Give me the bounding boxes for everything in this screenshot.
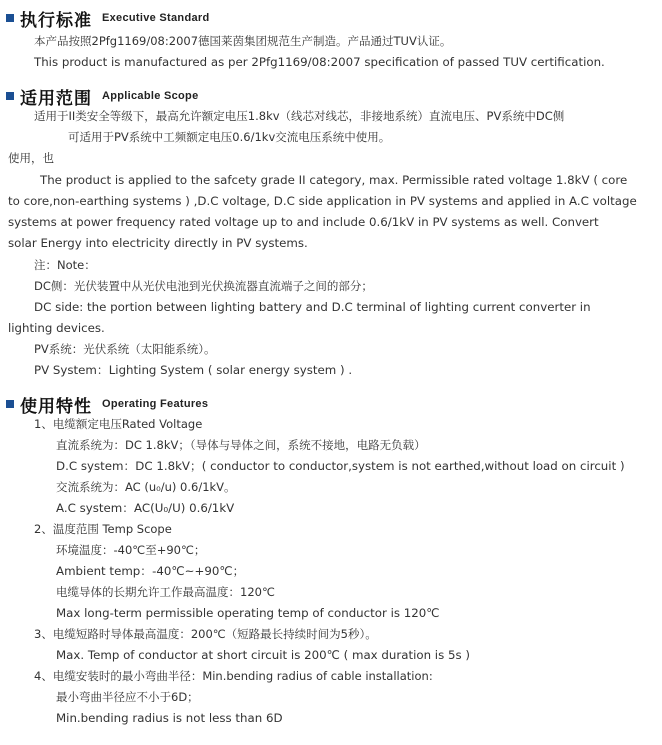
feature-line: 环境温度：-40℃至+90℃； (56, 543, 206, 557)
feature-item-heading: 1、电缆额定电压Rated Voltage (34, 417, 203, 431)
feature-item-heading: 4、电缆安装时的最小弯曲半径：Min.bending radius of cable installation: (34, 669, 433, 683)
feature-line: Min.bending radius is not less than 6D (56, 711, 283, 725)
section-heading-executive-standard (6, 6, 210, 30)
standard-line-zh: 本产品按照2Pfg1169/08:2007德国莱茵集团规范生产制造。产品通过TUV认证。 (34, 34, 452, 48)
note-line-en: DC side: the portion between lighting battery and D.C terminal of lighting current converter in (34, 300, 591, 314)
feature-line: Max. Temp of conductor at short circuit is 200℃ ( max duration is 5s ) (56, 648, 470, 662)
section-bullet-icon (6, 14, 14, 22)
note-label: 注：Note： (34, 258, 96, 272)
feature-line: A.C system：AC(U₀/U) 0.6/1kV (56, 501, 235, 515)
section-title-zh: 执行标准 (20, 10, 92, 31)
feature-line: 直流系统为：DC 1.8kV；（导体与导体之间，系统不接地，电路无负载） (56, 438, 426, 452)
feature-line: 交流系统为：AC (u₀/u) 0.6/1kV。 (56, 480, 236, 494)
section-heading-operating-features (6, 392, 208, 416)
section-title-en: Operating Features (102, 398, 209, 410)
section-bullet-icon (6, 92, 14, 100)
feature-line: Max long-term permissible operating temp of conductor is 120℃ (56, 606, 440, 620)
scope-line-en: systems at power frequency rated voltage up to and include 0.6/1kV in PV systems as well. Convert (8, 215, 599, 229)
section-bullet-icon (6, 400, 14, 408)
scope-line-en: The product is applied to the safcety grade II category, max. Permissible rated voltage 1.8kV ( core (40, 173, 628, 187)
section-title-en: Applicable Scope (102, 90, 199, 102)
note-line-en: lighting devices. (8, 321, 105, 335)
feature-line: 最小弯曲半径应不小于6D； (56, 690, 199, 704)
feature-line: D.C system：DC 1.8kV；( conductor to conductor,system is not earthed,without load on circuit ) (56, 459, 625, 473)
standard-line-en: This product is manufactured as per 2Pfg1169/08:2007 specification of passed TUV certification. (34, 55, 605, 69)
scope-line: 适用于II类安全等级下，最高允许额定电压1.8kv（线芯对线芯，非接地系统）直流电压、PV系统中DC侧 (34, 109, 565, 123)
feature-item-heading: 3、电缆短路时导体最高温度：200℃（短路最长持续时间为5秒）。 (34, 627, 377, 641)
section-title-zh: 适用范围 (20, 88, 92, 109)
feature-line: Ambient temp：-40℃~+90℃； (56, 564, 245, 578)
note-line-zh: DC侧：光伏装置中从光伏电池到光伏换流器直流端子之间的部分； (34, 279, 373, 293)
scope-line-en: to core,non-earthing systems ) ,D.C voltage, D.C side application in PV systems and applied in A.C voltage (8, 194, 637, 208)
feature-line: 电缆导体的长期允许工作最高温度：120℃ (56, 585, 275, 599)
scope-line-en: solar Energy into electricity directly in PV systems. (8, 236, 308, 250)
note-line-zh: PV系统：光伏系统（太阳能系统）。 (34, 342, 216, 356)
section-title-en: Executive Standard (102, 12, 210, 24)
section-title-zh: 使用特性 (20, 396, 92, 417)
feature-item-heading: 2、温度范围 Temp Scope (34, 522, 172, 536)
section-heading-applicable-scope (6, 84, 199, 108)
note-line-en: PV System：Lighting System ( solar energy system ) . (34, 363, 353, 377)
scope-line: 使用，也 (8, 151, 54, 165)
scope-line: 可适用于PV系统中工频额定电压0.6/1kv交流电压系统中使用。 (68, 130, 391, 144)
